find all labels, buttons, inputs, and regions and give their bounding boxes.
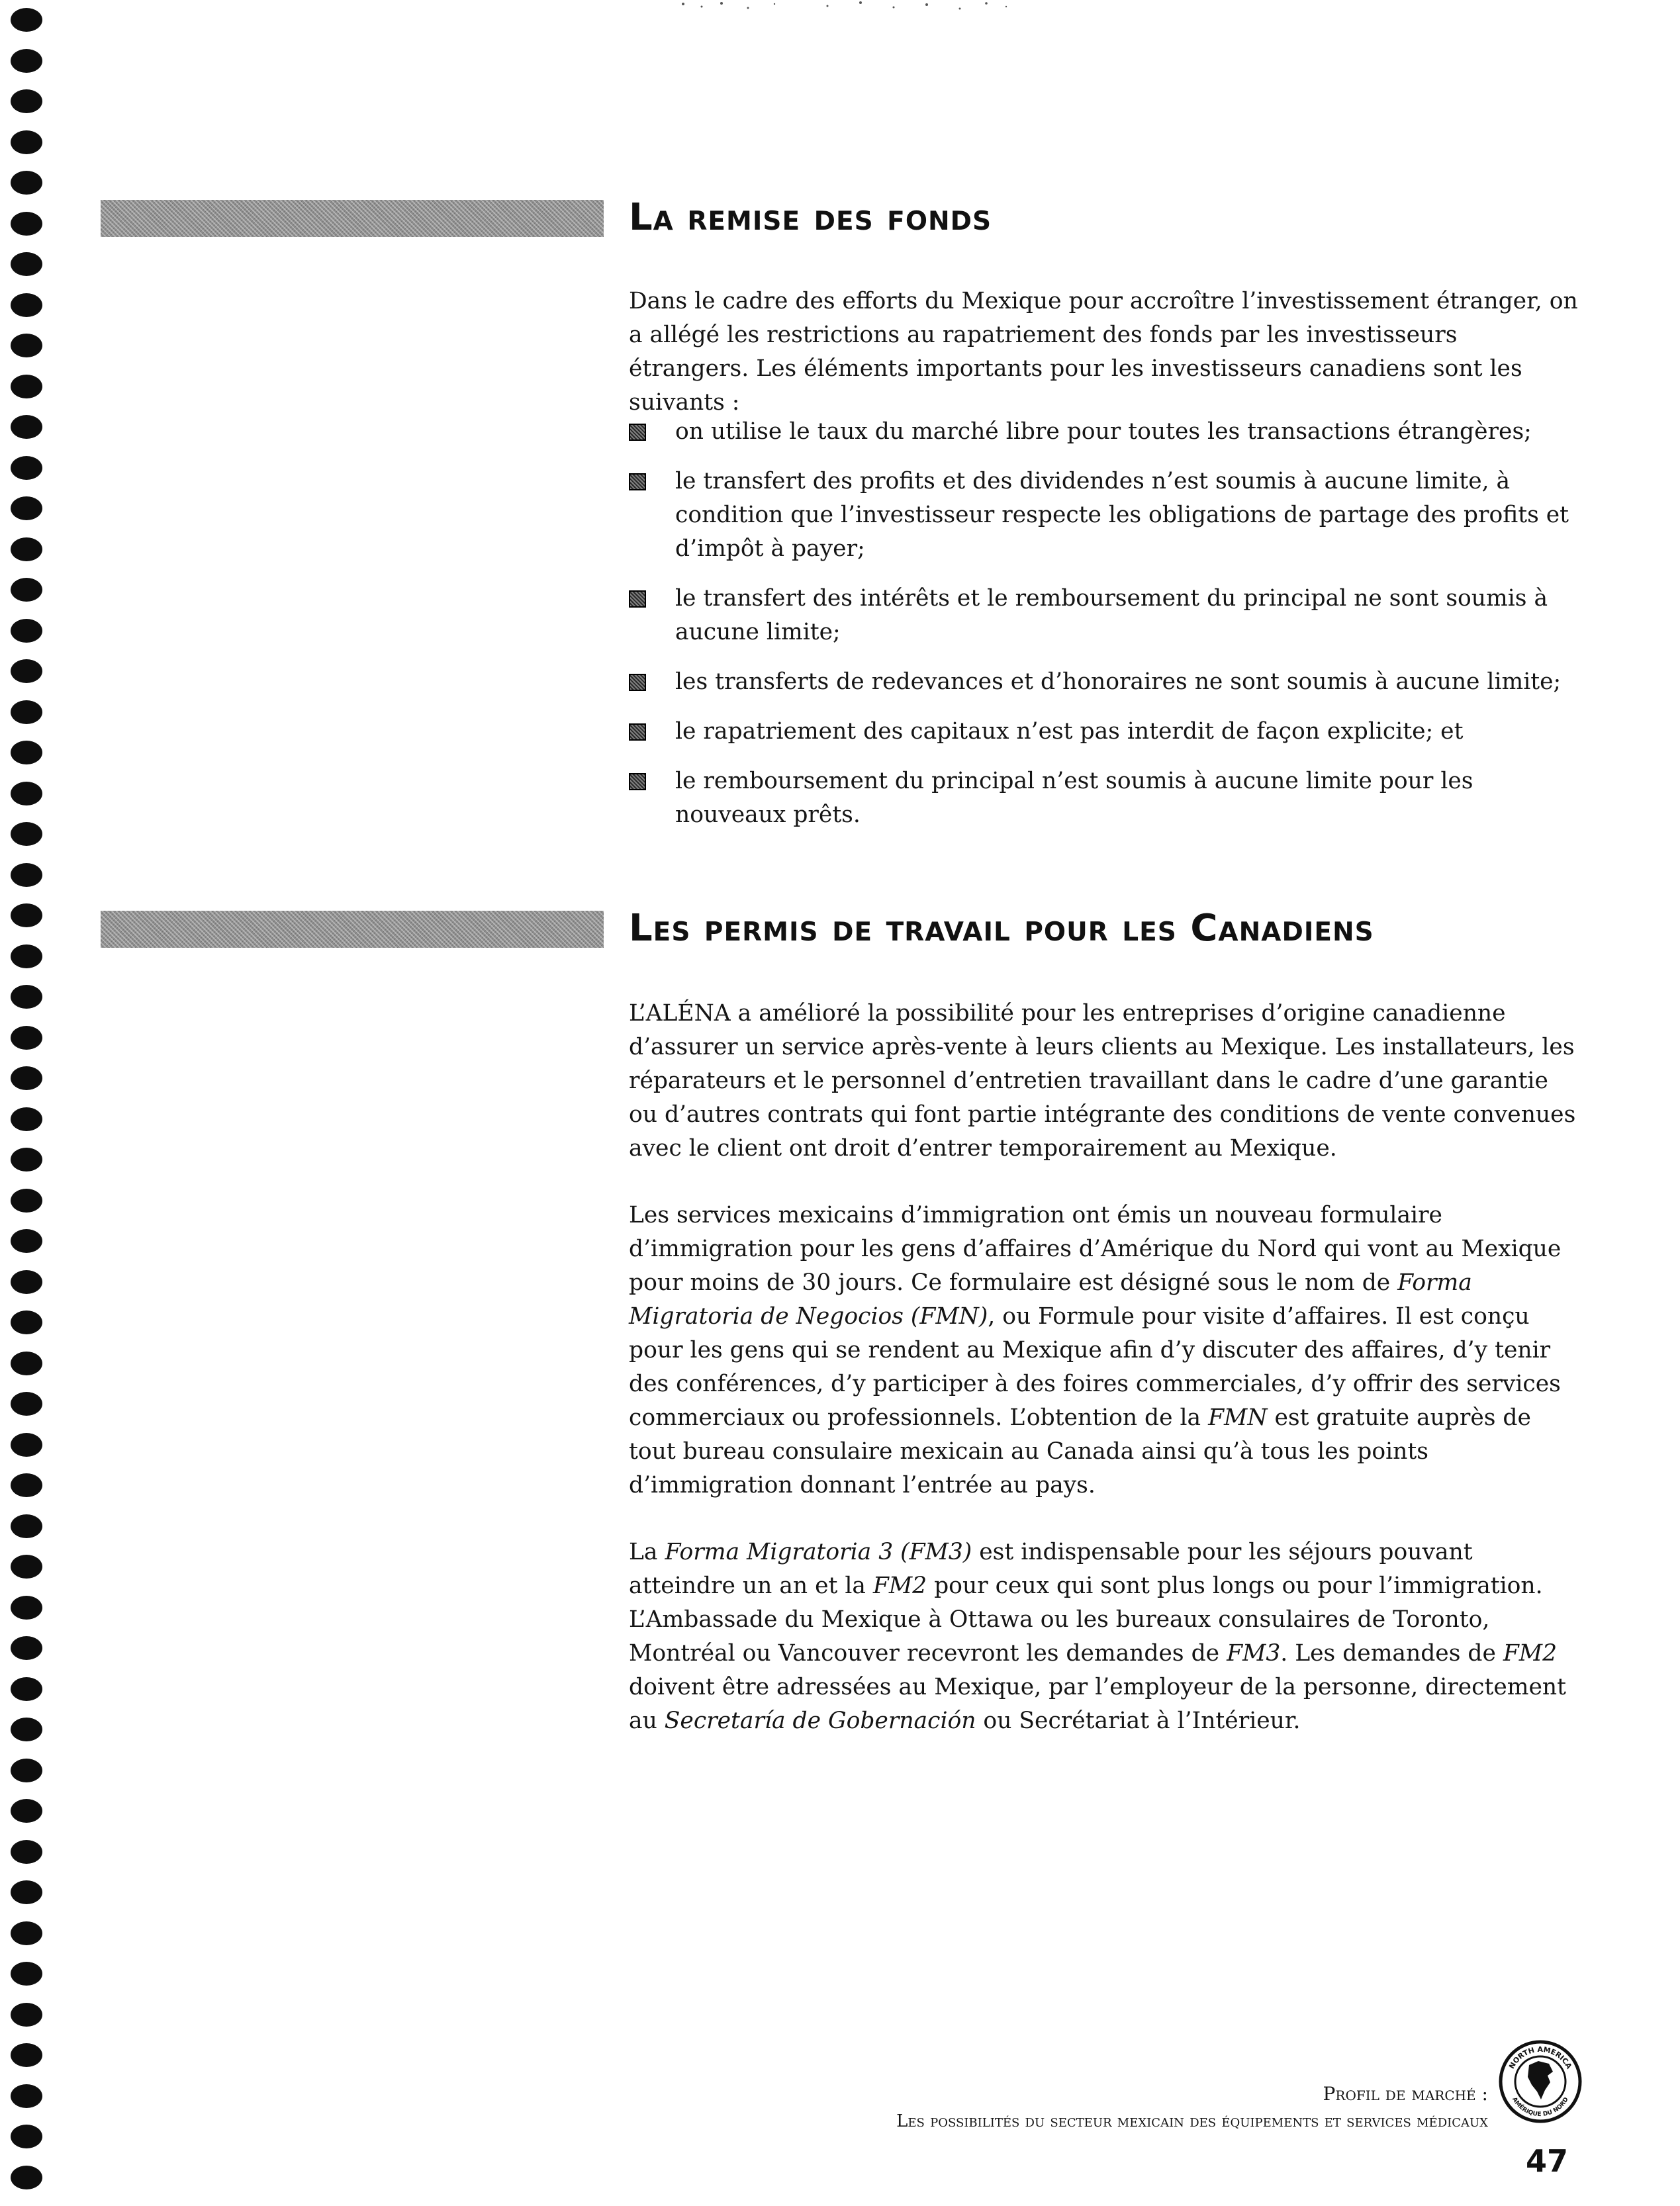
emblem-text-bottom: AMÉRIQUE DU NORD <box>1511 2096 1570 2119</box>
binding-hole <box>11 1514 42 1538</box>
binding-hole <box>11 456 42 480</box>
bullet-item <box>629 764 1582 832</box>
binding-hole <box>11 944 42 968</box>
bullet-text: on utilise le taux du marché libre pour toutes les transactions étrangères; <box>675 418 1532 445</box>
binding-hole <box>11 619 42 643</box>
square-bullet-icon <box>629 473 646 490</box>
binding-hole <box>11 863 42 887</box>
binding-hole <box>11 2003 42 2027</box>
square-bullet-icon <box>629 723 646 741</box>
footer-subtitle: Les possibilités du secteur mexicain des équipements et services médicaux <box>896 2111 1488 2131</box>
text-run: doivent être adressées au Mexique, par l’employeur de la personne, directement au <box>629 1674 1566 1734</box>
section-bar-permis <box>101 911 604 948</box>
italic-term-fmn-short: FMN <box>1208 1404 1268 1431</box>
binding-hole <box>11 8 42 32</box>
binding-hole <box>11 822 42 846</box>
text-run: , ou Formule pour visite d’affaires. Il est conçu pour les gens qui se rendent au Mexique afin d’y discuter des affaires, d’y tenir des conférences, d’y participer à des foires commerciales, d’y offrir des services commerciaux ou professionnels. L’obtention de la <box>629 1303 1561 1431</box>
binding-hole <box>11 1392 42 1416</box>
text-run: . Les demandes de <box>1280 1640 1503 1667</box>
binding-hole <box>11 1270 42 1294</box>
heading-remise-des-fonds: La remise des fonds <box>629 196 992 239</box>
emblem-text-top: NORTH AMERICA <box>1507 2045 1573 2071</box>
binding-hole <box>11 1677 42 1701</box>
binding-hole <box>11 293 42 317</box>
binding-hole <box>11 1352 42 1375</box>
binding-hole <box>11 1555 42 1579</box>
binding-hole <box>11 1433 42 1457</box>
binding-hole <box>11 1066 42 1090</box>
binding-hole <box>11 2043 42 2067</box>
binding-hole <box>11 496 42 520</box>
binding-hole <box>11 1840 42 1864</box>
bullet-text: le transfert des intérêts et le remboursement du principal ne sont soumis à aucune limite; <box>675 585 1548 645</box>
binding-hole <box>11 782 42 805</box>
binding-hole <box>11 1718 42 1741</box>
binding-hole <box>11 89 42 113</box>
binding-hole <box>11 659 42 683</box>
bullet-item <box>629 582 1582 649</box>
binding-hole <box>11 252 42 276</box>
binding-hole <box>11 1473 42 1497</box>
binding-hole <box>11 130 42 154</box>
binding-hole <box>11 1799 42 1823</box>
text-run: Les services mexicains d’immigration ont émis un nouveau formulaire d’immigration pour les gens d’affaires d’Amérique du Nord qui vont au Mexique pour moins de 30 jours. Ce formulaire est désigné sous le nom de <box>629 1202 1562 1296</box>
italic-term-fm3: FM3 <box>1227 1640 1281 1667</box>
binding-hole <box>11 1880 42 1904</box>
paragraph-fmn <box>629 1199 1582 1502</box>
bullet-text: le rapatriement des capitaux n’est pas interdit de façon explicite; et <box>675 718 1464 745</box>
heading-permis-de-travail: Les permis de travail pour les Canadiens <box>629 907 1374 950</box>
text-run: La <box>629 1539 665 1565</box>
binding-hole <box>11 1107 42 1131</box>
italic-term-secretaria: Secretaría de Gobernación <box>664 1708 976 1734</box>
page-number: 47 <box>1526 2143 1569 2179</box>
binding-hole <box>11 1596 42 1620</box>
binding-hole <box>11 1962 42 1986</box>
italic-term-fm2: FM2 <box>1503 1640 1558 1667</box>
italic-term-fmn: Forma Migratoria de Negocios (FMN) <box>629 1269 1472 1330</box>
footer-title: Profil de marché : <box>1323 2083 1488 2105</box>
paragraph-alena: L’ALÉNA a amélioré la possibilité pour les entreprises d’origine canadienne d’assurer un service après-vente à leurs clients au Mexique. Les installateurs, les réparateurs et le personnel d’entretien travaillant dans le cadre d’une garantie ou d’autres contrats qui font partie intégrante des conditions de vente convenues avec le client ont droit d’entrer temporairement au Mexique. <box>629 1000 1576 1162</box>
square-bullet-icon <box>629 590 646 608</box>
bullet-item <box>629 465 1582 566</box>
text-run: est indispensable pour les séjours pouvant atteindre un an et la <box>629 1539 1473 1599</box>
binding-hole <box>11 1148 42 1172</box>
binding-hole <box>11 2084 42 2108</box>
italic-term-fm3: Forma Migratoria 3 (FM3) <box>665 1539 972 1565</box>
binding-hole <box>11 212 42 236</box>
scan-noise-marks <box>675 0 1019 20</box>
paragraph-fm3-fm2 <box>629 1536 1582 1738</box>
binding-hole <box>11 578 42 602</box>
section-bar-remise <box>101 200 604 237</box>
binding-hole <box>11 1310 42 1334</box>
binding-hole <box>11 1759 42 1782</box>
spiral-binding-holes <box>0 0 60 2206</box>
binding-hole <box>11 2125 42 2148</box>
bullet-text: le remboursement du principal n’est soumis à aucune limite pour les nouveaux prêts. <box>675 768 1473 828</box>
square-bullet-icon <box>629 773 646 790</box>
italic-term-fm2: FM2 <box>872 1573 927 1599</box>
binding-hole <box>11 2166 42 2189</box>
text-run: ou Secrétariat à l’Intérieur. <box>976 1708 1301 1734</box>
north-america-globe-emblem-icon <box>1497 2039 1583 2125</box>
bullet-list-remise <box>629 415 1582 848</box>
binding-hole <box>11 171 42 195</box>
binding-hole <box>11 1921 42 1945</box>
paragraph-intro-remise: Dans le cadre des efforts du Mexique pour accroître l’investissement étranger, on a allégé les restrictions au rapatriement des fonds par les investisseurs étrangers. Les éléments importants pour les investisseurs canadiens sont les suivants : <box>629 288 1578 416</box>
bullet-text: le transfert des profits et des dividendes n’est soumis à aucune limite, à condition que l’investisseur respecte les obligations de partage des profits et d’impôt à payer; <box>675 468 1569 562</box>
binding-hole <box>11 903 42 927</box>
text-run: est gratuite auprès de tout bureau consulaire mexicain au Canada ainsi qu’à tous les points d’immigration donnant l’entrée au pays. <box>629 1404 1531 1498</box>
binding-hole <box>11 741 42 764</box>
binding-hole <box>11 415 42 439</box>
bullet-item <box>629 415 1582 449</box>
text-run: pour ceux qui sont plus longs ou pour l’immigration. L’Ambassade du Mexique à Ottawa ou les bureaux consulaires de Toronto, Montréal ou Vancouver recevront les demandes de <box>629 1573 1543 1667</box>
binding-hole <box>11 1026 42 1050</box>
bullet-text: les transferts de redevances et d’honoraires ne sont soumis à aucune limite; <box>675 668 1562 695</box>
binding-hole <box>11 537 42 561</box>
binding-hole <box>11 700 42 724</box>
binding-hole <box>11 375 42 398</box>
binding-hole <box>11 49 42 73</box>
square-bullet-icon <box>629 424 646 441</box>
binding-hole <box>11 1189 42 1213</box>
binding-hole <box>11 1229 42 1253</box>
square-bullet-icon <box>629 674 646 691</box>
bullet-item <box>629 715 1582 749</box>
binding-hole <box>11 985 42 1009</box>
bullet-item <box>629 665 1582 699</box>
binding-hole <box>11 1636 42 1660</box>
binding-hole <box>11 334 42 357</box>
